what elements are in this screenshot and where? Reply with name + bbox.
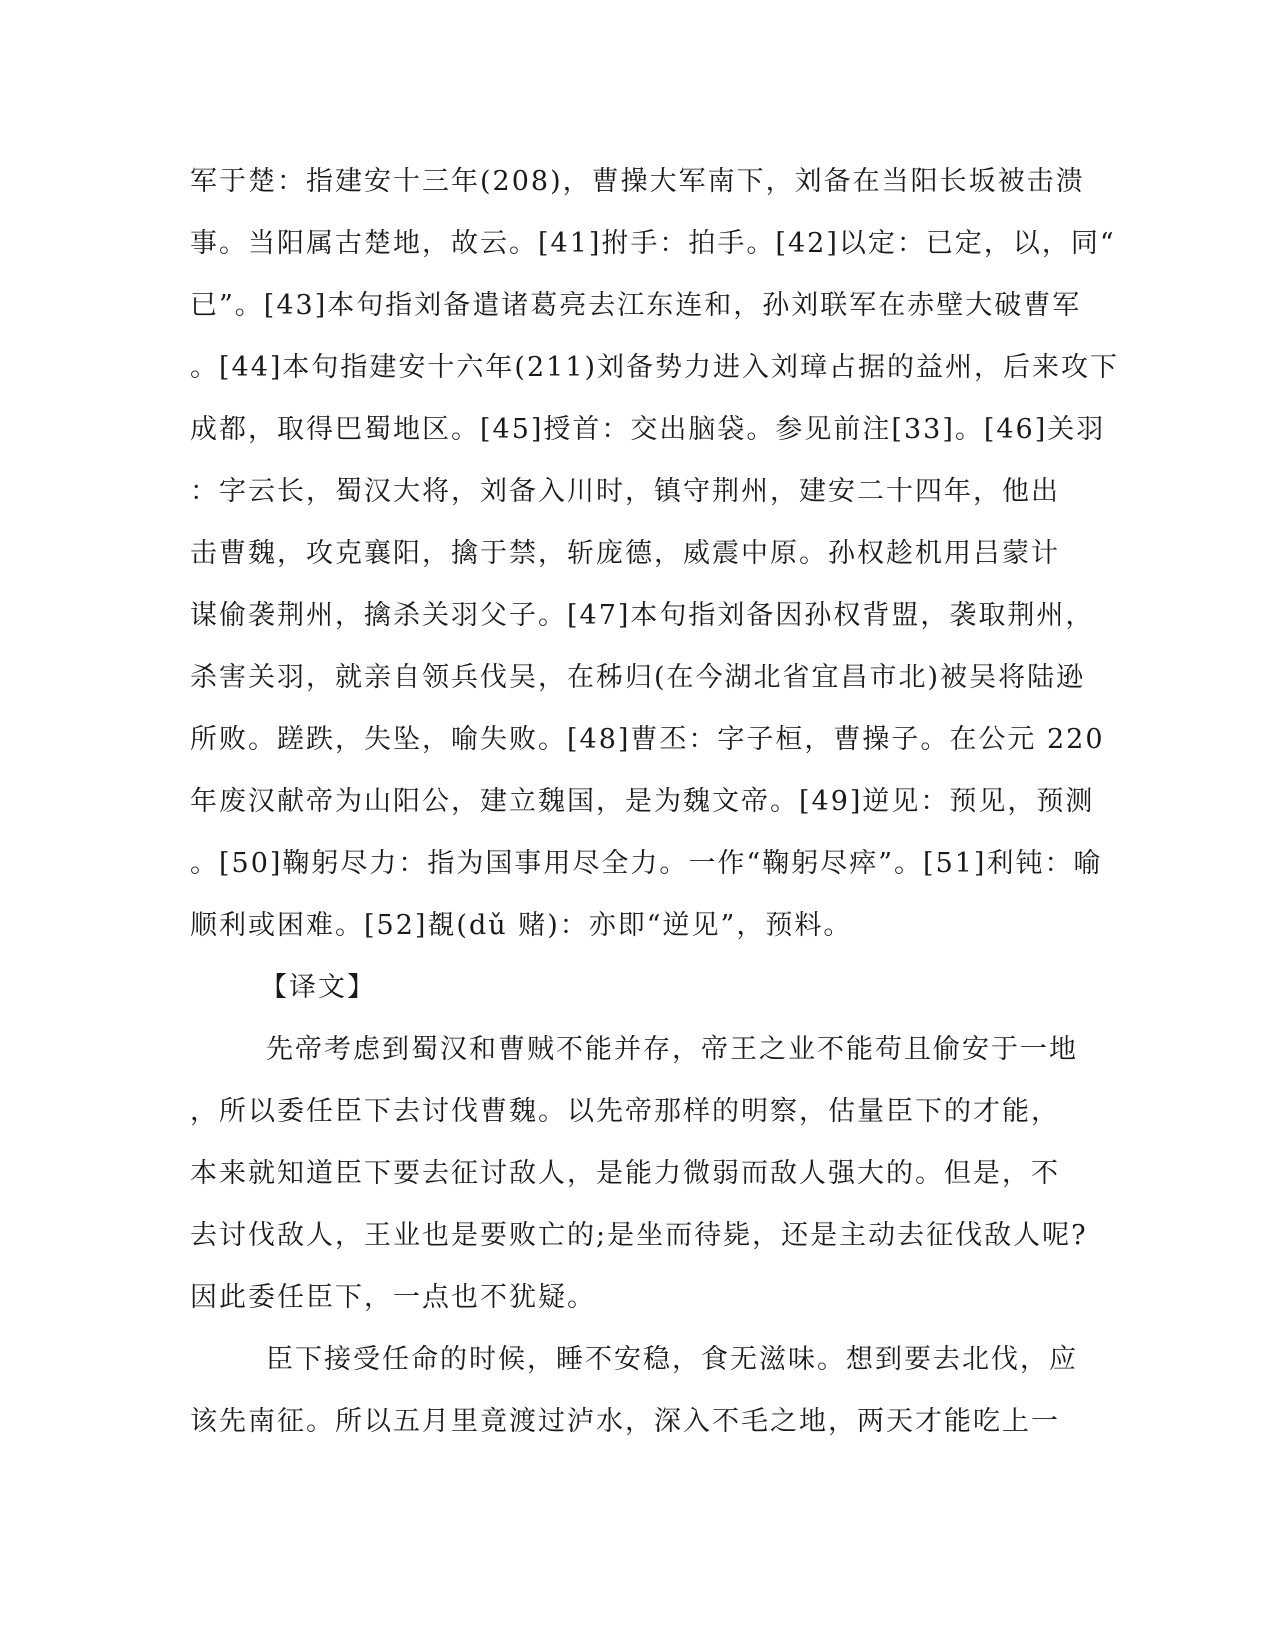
- note-line: 。[50]鞠躬尽力：指为国事用尽全力。一作“鞠躬尽瘁”。[51]利钝：喻: [190, 848, 1103, 879]
- note-line: 顺利或困难。[52]覩(dǔ 赌)：亦即“逆见”，预料。: [190, 910, 853, 941]
- paragraph-line: 本来就知道臣下要去征讨敌人，是能力微弱而敌人强大的。但是，不: [190, 1158, 1060, 1189]
- translation-heading: 【译文】: [260, 972, 376, 1003]
- paragraph-line: 该先南征。所以五月里竟渡过泸水，深入不毛之地，两天才能吃上一: [190, 1406, 1060, 1437]
- note-line: 成都，取得巴蜀地区。[45]授首：交出脑袋。参见前注[33]。[46]关羽: [190, 414, 1106, 445]
- note-line: 所败。蹉跌，失坠，喻失败。[48]曹丕：字子桓，曹操子。在公元 220: [190, 724, 1105, 755]
- paragraph-line: ，所以委任臣下去讨伐曹魏。以先帝那样的明察，估量臣下的才能，: [190, 1096, 1060, 1127]
- paragraph-line: 因此委任臣下，一点也不犹疑。: [190, 1282, 596, 1313]
- note-line: 杀害关羽，就亲自领兵伐吴，在秭归(在今湖北省宜昌市北)被吴将陆逊: [190, 662, 1086, 693]
- note-line: 年废汉献帝为山阳公，建立魏国，是为魏文帝。[49]逆见：预见，预测: [190, 786, 1095, 817]
- paragraph-line: 去讨伐敌人，王业也是要败亡的;是坐而待毙，还是主动去征伐敌人呢?: [190, 1220, 1088, 1251]
- note-line: 事。当阳属古楚地，故云。[41]拊手：拍手。[42]以定：已定，以，同“: [190, 228, 1116, 259]
- document-body: [190, 151, 1120, 1453]
- note-line: 已”。[43]本句指刘备遣诸葛亮去江东连和，孙刘联军在赤壁大破曹军: [190, 290, 1082, 321]
- note-line: 击曹魏，攻克襄阳，擒于禁，斩庞德，威震中原。孙权趁机用吕蒙计: [190, 538, 1060, 569]
- note-line: ：字云长，蜀汉大将，刘备入川时，镇守荆州，建安二十四年，他出: [190, 476, 1060, 507]
- paragraph-line: 先帝考虑到蜀汉和曹贼不能并存，帝王之业不能苟且偷安于一地: [266, 1034, 1078, 1065]
- note-line: 谋偷袭荆州，擒杀关羽父子。[47]本句指刘备因孙权背盟，袭取荆州，: [190, 600, 1095, 631]
- paragraph-line: 臣下接受任命的时候，睡不安稳，食无滋味。想到要去北伐，应: [266, 1344, 1078, 1375]
- note-line: 。[44]本句指建安十六年(211)刘备势力进入刘璋占据的益州，后来攻下: [190, 352, 1120, 383]
- note-line: 军于楚：指建安十三年(208)，曹操大军南下，刘备在当阳长坂被击溃: [190, 166, 1085, 197]
